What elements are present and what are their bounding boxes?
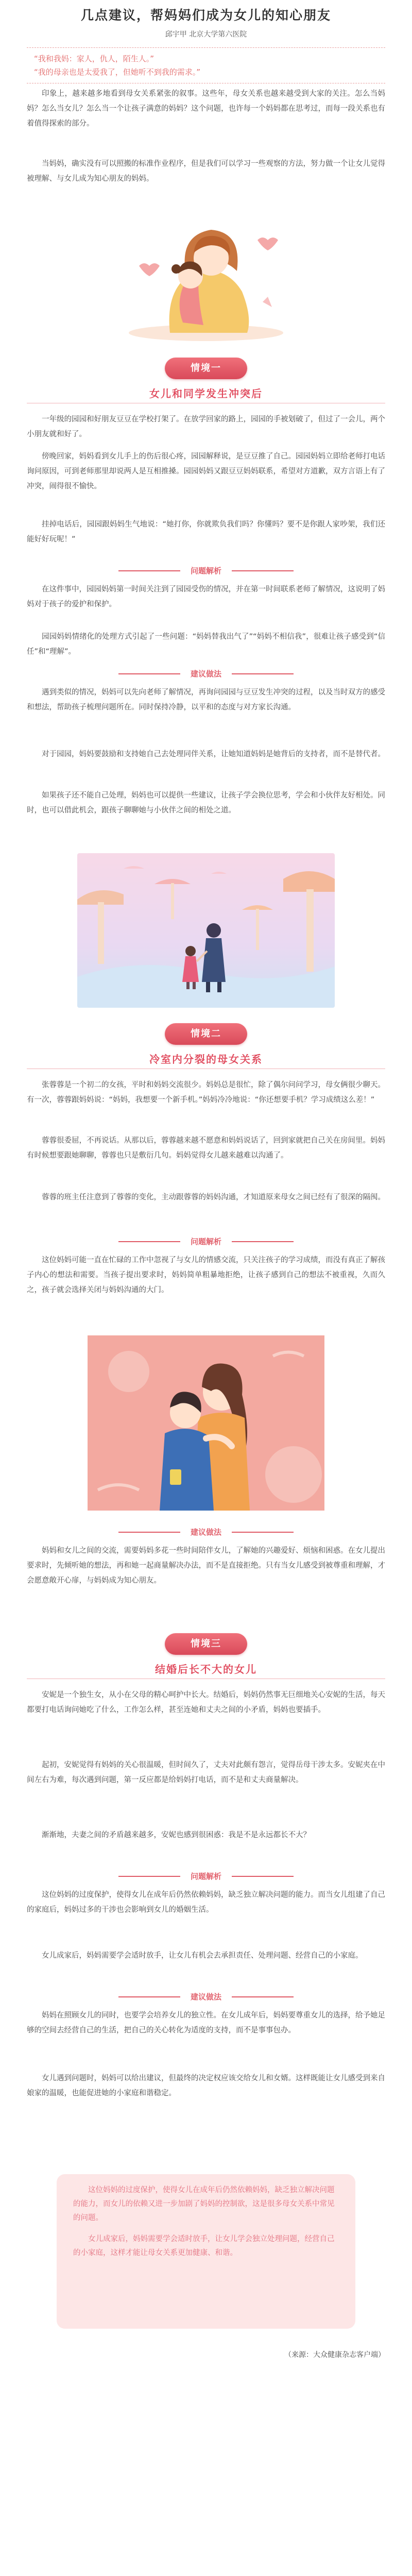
section-1-tag: 情境一 [165, 358, 247, 379]
article-author: 邱宇甲 北京大学第六医院 [165, 30, 247, 39]
section-1-analysis-heading: 问题解析 [0, 565, 412, 577]
section-3-story-1: 安妮是一个独生女，从小在父母的精心呵护中长大。结婚后，妈妈仍然事无巨细地关心安妮的生活，每天都要打电话询问她吃了什么，工作怎么样，甚至连她和丈夫之间的小矛盾，妈妈也要插手。 [27, 1691, 385, 1714]
section-2-analysis-1: 这位妈妈可能一直在忙碌的工作中忽视了与女儿的情感交流，只关注孩子的学习成绩，而没有真正了解孩子内心的想法和需要。当孩子提出要求时，妈妈简单粗暴地拒绝，让孩子感到自己的想法不被重视，久而久之，孩子就会选择关闭与妈妈沟通的大门。 [27, 1256, 385, 1294]
section-2-tag: 情境二 [165, 1023, 247, 1045]
section-3-story-3: 渐渐地，夫妻之间的矛盾越来越多，安妮也感到很困惑：我是不是永远都长不大？ [42, 1831, 311, 1839]
mother-comforting-daughter-illustration [88, 1335, 324, 1511]
section-3-analysis-heading: 问题解析 [0, 1870, 412, 1883]
heading-bar [232, 1241, 294, 1242]
heading-bar [232, 1876, 294, 1877]
quote-line-2: “我的母亲也是太爱我了，但她听不到我的需求。” [34, 67, 201, 77]
section-3-advice-heading: 建议做法 [0, 1991, 412, 2003]
section-3-advice-2: 女儿遇到问题时，妈妈可以给出建议，但最终的决定权应该交给女儿和女婿。这样既能让女儿感受到来自娘家的温暖，也能促进她的小家庭和谐稳定。 [27, 2074, 385, 2097]
section-1-story-2: 傍晚回家，妈妈看到女儿手上的伤后很心疼，园园解释说，是豆豆推了自己。园园妈妈立即给老师打电话询问原因，可到老师那里却说两人是互相推搡。园园妈妈又跟豆豆妈妈联系，希望对方道歉，双方言语上有了冲突，闹得很不愉快。 [27, 452, 385, 490]
section-3-analysis-2: 女儿成家后，妈妈需要学会适时放手，让女儿有机会去承担责任、处理问题、经营自己的小家庭。 [42, 1952, 363, 1960]
section-1-advice-1: 遇到类似的情况，妈妈可以先向老师了解情况，再询问园园与豆豆发生冲突的过程，以及当时双方的感受和想法，帮助孩子梳理问题所在。同时保持冷静，以平和的态度与对方家长沟通。 [27, 688, 385, 711]
opening-quote [27, 47, 385, 83]
section-2-story-3: 蓉蓉的班主任注意到了蓉蓉的变化，主动跟蓉蓉的妈妈沟通，才知道原来母女之间已经有了很深的隔阂。 [42, 1193, 385, 1201]
walking-together-illustration [77, 853, 335, 1008]
mother-daughter-hug-illustration [108, 204, 304, 343]
section-1-advice-3: 如果孩子还不能自己处理，妈妈也可以提供一些建议，让孩子学会换位思考，学会和小伙伴友好相处。同时，也可以借此机会，跟孩子聊聊她与小伙伴之间的相处之道。 [27, 791, 385, 815]
section-2-story-1: 张蓉蓉是一个初二的女孩，平时和妈妈交流很少。妈妈总是很忙，除了偶尔问问学习，母女俩很少聊天。有一次，蓉蓉跟妈妈说：“妈妈，我想要一个新手机。”妈妈冷冷地说：“你还想要手机？学习成绩这么差！” [27, 1081, 385, 1104]
article-title: 几点建议，帮妈妈们成为女儿的知心朋友 [80, 8, 331, 23]
section-1-subtitle: 女儿和同学发生冲突后 [149, 387, 263, 400]
section-1-advice-heading: 建议做法 [0, 668, 412, 680]
section-3-tag: 情境三 [165, 1633, 247, 1655]
section-1-analysis-1: 在这件事中，园园妈妈第一时间关注到了园园受伤的情况，并在第一时间联系老师了解情况，这说明了妈妈对于孩子的爱护和保护。 [27, 585, 385, 608]
section-2-analysis-heading: 问题解析 [0, 1235, 412, 1248]
quote-line-1: “我和我妈：家人，仇人，陌生人。” [34, 54, 154, 63]
article-source: （来源：大众健康杂志客户端） [284, 2351, 385, 2359]
intro-paragraph-2: 当妈妈，确实没有可以照搬的标准作业程序，但是我们可以学习一些观察的方法，努力做一个让女儿觉得被理解、与女儿成为知心朋友的妈妈。 [27, 160, 385, 183]
heading-bar [232, 1996, 294, 1997]
summary-paragraph-2: 女儿成家后，妈妈需要学会适时放手，让女儿学会独立处理问题，经营自己的小家庭，这样才能让母女关系更加健康、和谐。 [73, 2235, 335, 2257]
section-3-analysis-1: 这位妈妈的过度保护，使得女儿在成年后仍然依赖妈妈，缺乏独立解决问题的能力。而当女儿组建了自己的家庭后，妈妈过多的干涉也会影响到女儿的婚姻生活。 [27, 1891, 385, 1914]
heading-bar [232, 673, 294, 674]
summary-paragraph-1: 这位妈妈的过度保护，使得女儿在成年后仍然依赖妈妈，缺乏独立解决问题的能力，而女儿的依赖又进一步加剧了妈妈的控制欲，这是很多母女关系中常见的问题。 [73, 2186, 335, 2222]
section-1-story-3: 挂掉电话后，园园跟妈妈生气地说：“她打你，你就欺负我们吗？你懂吗？要不是你跟人家吵架，我们还能好好玩呢！” [27, 520, 385, 544]
heading-bar [232, 570, 294, 571]
section-2-advice-heading: 建议做法 [0, 1526, 412, 1538]
section-2-subtitle: 冷室内分裂的母女关系 [149, 1053, 263, 1065]
section-1-analysis-2: 园园妈妈情绪化的处理方式引起了一些问题：“妈妈替我出气了”“妈妈不相信我”，很难让孩子感受到“信任”和“理解”。 [27, 633, 385, 656]
section-3-subtitle: 结婚后长不大的女儿 [155, 1663, 257, 1675]
section-3-advice-1: 妈妈在照顾女儿的同时，也要学会培养女儿的独立性。在女儿成年后，妈妈要尊重女儿的选择，给予她足够的空间去经营自己的生活，把自己的关心转化为适度的支持，而不是事事包办。 [27, 2011, 385, 2035]
section-3-story-2: 起初，安妮觉得有妈妈的关心很温暖，但时间久了，丈夫对此颇有怨言，觉得岳母干涉太多。安妮夹在中间左右为难，每次遇到问题，第一反应都是给妈妈打电话，而不是和丈夫商量解决。 [27, 1761, 385, 1784]
intro-paragraph-1: 印象上，越来越多地看到母女关系紧张的叙事。这些年，母女关系也越来越受到大家的关注。怎么当妈妈？怎么当女儿？怎么当一个让孩子满意的妈妈？这个问题，也许每一个妈妈都在思考过，而每一段关系也有着值得探索的部分。 [27, 90, 385, 128]
section-2-advice-1: 妈妈和女儿之间的交流，需要妈妈多花一些时间陪伴女儿，了解她的兴趣爱好、烦恼和困惑。在女儿提出要求时，先倾听她的想法，再和她一起商量解决办法，而不是直接拒绝。只有当女儿感受到被尊重和理解，才会愿意敞开心扉，与妈妈成为知心朋友。 [27, 1547, 385, 1585]
heading-bar [232, 1532, 294, 1533]
section-1-story-1: 一年级的园园和好朋友豆豆在学校打架了。在放学回家的路上，园园的手被划破了，但过了一会儿，两个小朋友就和好了。 [27, 415, 385, 438]
section-1-advice-2: 对于园园，妈妈要鼓励和支持她自己去处理同伴关系，让她知道妈妈是她背后的支持者，而不是替代者。 [42, 750, 385, 758]
summary-box [57, 2174, 355, 2329]
section-2-story-2: 蓉蓉很委屈，不再说话。从那以后，蓉蓉越来越不愿意和妈妈说话了，回到家就把自己关在房间里。妈妈有时候想要跟她聊聊，蓉蓉也只是敷衍几句。妈妈觉得女儿越来越难以沟通了。 [27, 1137, 385, 1160]
